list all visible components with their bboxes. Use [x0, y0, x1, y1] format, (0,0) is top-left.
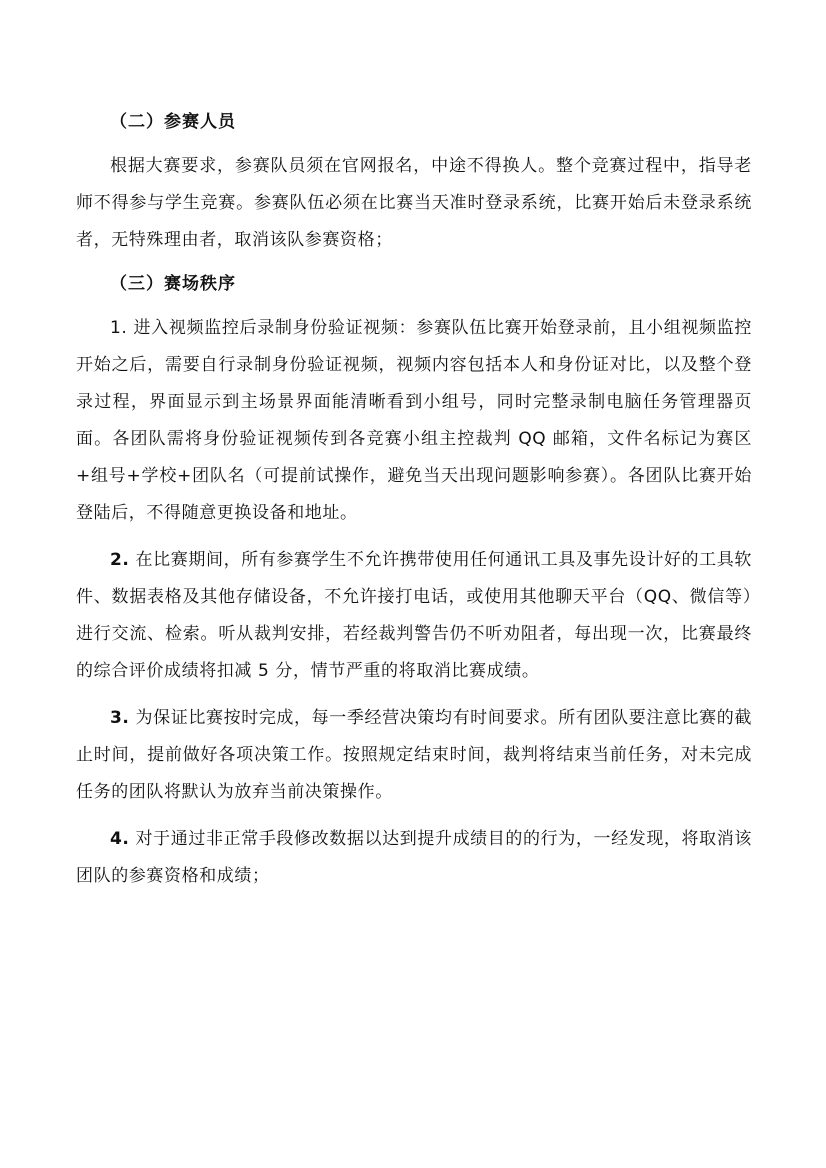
rule-item-3-text: 为保证比赛按时完成，每一季经营决策均有时间要求。所有团队要注意比赛的截止时间，提前做好各项决策工作。按照规定结束时间，裁判将结束当前任务，对未完成任务的团队将默认为放弃当前决策操作。 [76, 708, 752, 802]
spacer [76, 811, 752, 821]
rule-item-1: 1. 进入视频监控后录制身份验证视频：参赛队伍比赛开始登录前，且小组视频监控开始之后，需要自行录制身份验证视频，视频内容包括本人和身份证对比，以及整个登录过程，界面显示到主场景界面能清晰看到小组号，同时完整录制电脑任务管理器页面。各团队需将身份验证视频传到各竞赛小组主控裁判 QQ 邮箱，文件名标记为赛区+组号+学校+团队名（可提前试操作，避免当天出现问题影响参赛）。各团队比赛开始登陆后，不得随意更换设备和地址。 [76, 318, 752, 523]
section-heading-venue-order: （三）赛场秩序 [110, 274, 236, 294]
spacer [76, 690, 752, 700]
spacer [76, 259, 752, 266]
paragraph-participants: 根据大赛要求，参赛队员须在官网报名，中途不得换人。整个竞赛过程中，指导老师不得参与学生竞赛。参赛队伍必须在比赛当天准时登录系统，比赛开始后未登录系统者，无特殊理由者，取消该队参赛资格； [76, 156, 752, 250]
section-heading-participants: （二）参赛人员 [110, 112, 236, 132]
rule-item-4-number: 4. [110, 829, 130, 849]
rule-item-2-number: 2. [110, 550, 130, 570]
rule-item-4 [76, 821, 752, 895]
rule-item-2 [76, 542, 752, 690]
rule-item-3 [76, 700, 752, 811]
spacer [76, 303, 752, 310]
rule-item-2-text: 在比赛期间，所有参赛学生不允许携带使用任何通讯工具及事先设计好的工具软件、数据表格及其他存储设备，不允许接打电话，或使用其他聊天平台（QQ、微信等）进行交流、检索。听从裁判安排，若经裁判警告仍不听劝阻者，每出现一次，比赛最终的综合评价成绩将扣减 5 分，情节严重的将取消比赛成绩。 [76, 550, 752, 681]
rule-item-3-number: 3. [110, 708, 130, 728]
rule-item-4-text: 对于通过非正常手段修改数据以达到提升成绩目的的行为，一经发现，将取消该团队的参赛资格和成绩； [76, 829, 752, 886]
spacer [76, 532, 752, 542]
document-body [76, 104, 752, 895]
spacer [76, 141, 752, 148]
